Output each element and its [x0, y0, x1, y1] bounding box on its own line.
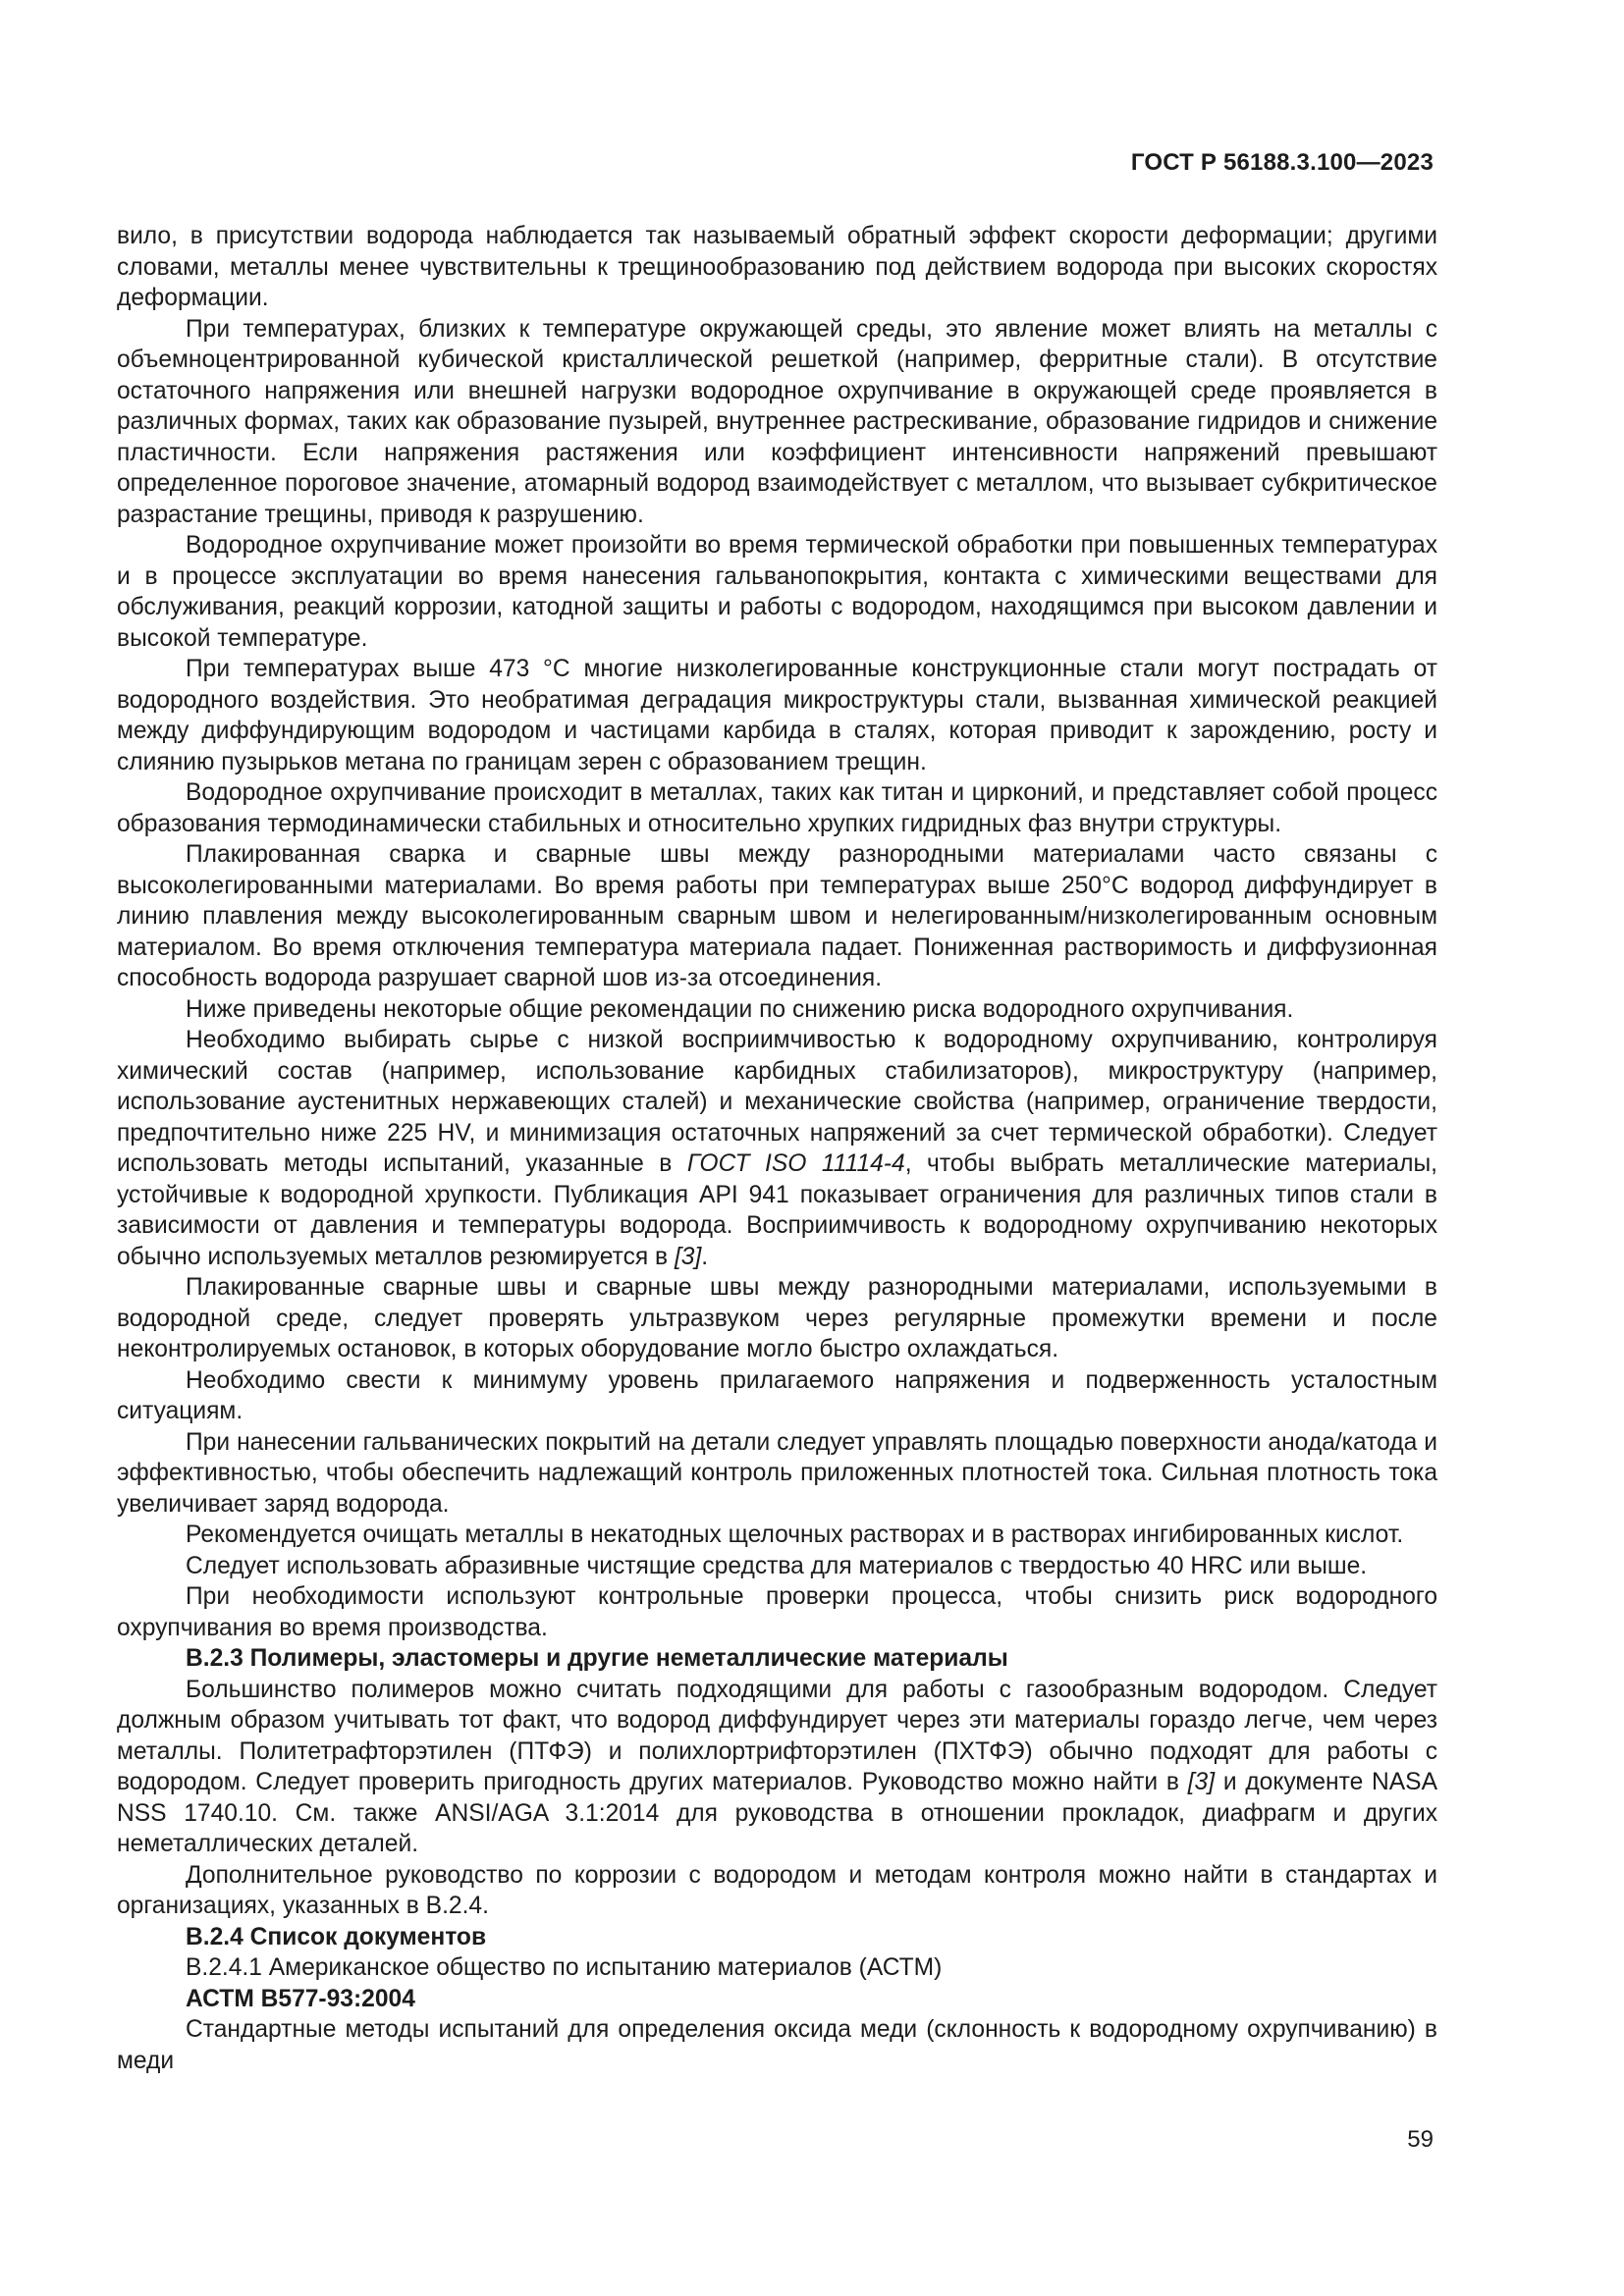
paragraph-text: и документе NASA NSS 1740.10. См. также ANSI/AGA 3.1:2014 для руководства в отношении прокладок, диафрагм и других неметаллических деталей. [117, 1769, 1437, 1857]
standard-reference: ГОСТ ISO 11114-4 [686, 1150, 905, 1177]
paragraph [117, 1025, 1437, 1272]
page-number: 59 [1407, 2126, 1434, 2153]
paragraph: Необходимо свести к минимуму уровень прилагаемого напряжения и подверженность усталостным ситуациям. [117, 1366, 1437, 1424]
bibliography-reference: [3] [1187, 1769, 1216, 1795]
paragraph: Рекомендуется очищать металлы в некатодных щелочных растворах и в растворах ингибированных кислот. [186, 1522, 1404, 1548]
paragraph: При нанесении гальванических покрытий на детали следует управлять площадью поверхности анода/катода и эффективностью, чтобы обеспечить надлежащий контроль приложенных плотностей тока. Сильная плотность тока увеличивает заряд водорода. [117, 1428, 1437, 1518]
paragraph-text: . [701, 1243, 709, 1270]
section-heading: В.2.3 Полимеры, эластомеры и другие неметаллические материалы [186, 1645, 1008, 1672]
document-code-header: ГОСТ Р 56188.3.100—2023 [1130, 149, 1434, 176]
paragraph: Стандартные методы испытаний для определения оксида меди (склонность к водородному охрупчиванию) в меди [117, 2016, 1437, 2074]
bibliography-reference: [3] [674, 1243, 702, 1270]
paragraph: Плакированная сварка и сварные швы между разнородными материалами часто связаны с высоколегированными материалами. Во время работы при температурах выше 250°С водород диффундирует в линию плавления между высоколегированным сварным швом и нелегированным/низколегированным основным материалом. Во время отключения температура материала падает. Пониженная растворимость и диффузионная способность водорода разрушает сварной шов из-за отсоединения. [117, 841, 1437, 991]
paragraph: При необходимости используют контрольные проверки процесса, чтобы снизить риск водородного охрупчивания во время производства. [117, 1583, 1437, 1641]
paragraph [117, 1675, 1437, 1860]
paragraph-text: Необходимо выбирать сырье с низкой восприимчивостью к водородному охрупчиванию, контролируя химический состав (например, использование карбидных стабилизаторов), микроструктуру (например, использование аустенитных нержавеющих сталей) и механические свойства (например, ограничение твердости, предпочтительно ниже 225 HV, и минимизация остаточных напряжений за счет термической обработки). Следует использовать методы испытаний, указанные в [117, 1027, 1437, 1177]
paragraph: В.2.4.1 Американское общество по испытанию материалов (АСТМ) [186, 1954, 943, 1981]
paragraph-text: , чтобы выбрать металлические материалы, устойчивые к водородной хрупкости. Публикация API 941 показывает ограничения для различных типов стали в зависимости от давления и температуры водорода. Восприимчивость к водородному охрупчиванию некоторых обычно используемых металлов резюмируется в [117, 1150, 1437, 1270]
paragraph: При температурах, близких к температуре окружающей среды, это явление может влиять на металлы с объемноцентрированной кубической кристаллической решеткой (например, ферритные стали). В отсутствие остаточного напряжения или внешней нагрузки водородное охрупчивание в окружающей среде проявляется в различных формах, таких как образование пузырей, внутреннее растрескивание, образование гидридов и снижение пластичности. Если напряжения растяжения или коэффициент интенсивности напряжений превышают определенное пороговое значение, атомарный водород взаимодействует с металлом, что вызывает субкритическое разрастание трещины, приводя к разрушению. [117, 315, 1437, 528]
paragraph-text: Большинство полимеров можно считать подходящими для работы с газообразным водородом. Следует должным образом учитывать тот факт, что водород диффундирует через эти материалы гораздо легче, чем через металлы. Политетрафторэтилен (ПТФЭ) и полихлортрифторэтилен (ПХТФЭ) обычно подходят для работы с водородом. Следует проверить пригодность других материалов. Руководство можно найти в [117, 1676, 1437, 1795]
paragraph: Ниже приведены некоторые общие рекомендации по снижению риска водородного охрупчивания. [186, 995, 1294, 1023]
paragraph: При температурах выше 473 °С многие низколегированные конструкционные стали могут пострадать от водородного воздействия. Это необратимая деградация микроструктуры стали, вызванная химической реакцией между диффундирующим водородом и частицами карбида в сталях, которая приводит к зарождению, росту и слиянию пузырьков метана по границам зерен с образованием трещин. [117, 656, 1437, 775]
standard-heading: АСТМ В577-93:2004 [186, 1985, 415, 2012]
paragraph: вило, в присутствии водорода наблюдается так называемый обратный эффект скорости деформации; другими словами, металлы менее чувствительны к трещинообразованию под действием водорода при высоких скоростях деформации. [117, 223, 1437, 311]
paragraph: Плакированные сварные швы и сварные швы между разнородными материалами, используемыми в водородной среде, следует проверять ультразвуком через регулярные промежутки времени и после неконтролируемых остановок, в которых оборудование могло быстро охлаждаться. [117, 1274, 1437, 1362]
section-heading: В.2.4 Список документов [186, 1923, 487, 1950]
paragraph: Водородное охрупчивание происходит в металлах, таких как титан и цирконий, и представляет собой процесс образования термодинамически стабильных и относительно хрупких гидридных фаз внутри структуры. [117, 779, 1437, 837]
document-body [117, 221, 1437, 2076]
paragraph: Следует использовать абразивные чистящие средства для материалов с твердостью 40 HRC или выше. [186, 1552, 1368, 1579]
paragraph: Дополнительное руководство по коррозии с водородом и методам контроля можно найти в стандартах и организациях, указанных в В.2.4. [117, 1861, 1437, 1919]
paragraph: Водородное охрупчивание может произойти во время термической обработки при повышенных температурах и в процессе эксплуатации во время нанесения гальванопокрытия, контакта с химическими веществами для обслуживания, реакций коррозии, катодной защиты и работы с водородом, находящимся при высоком давлении и высокой температуре. [117, 532, 1437, 652]
